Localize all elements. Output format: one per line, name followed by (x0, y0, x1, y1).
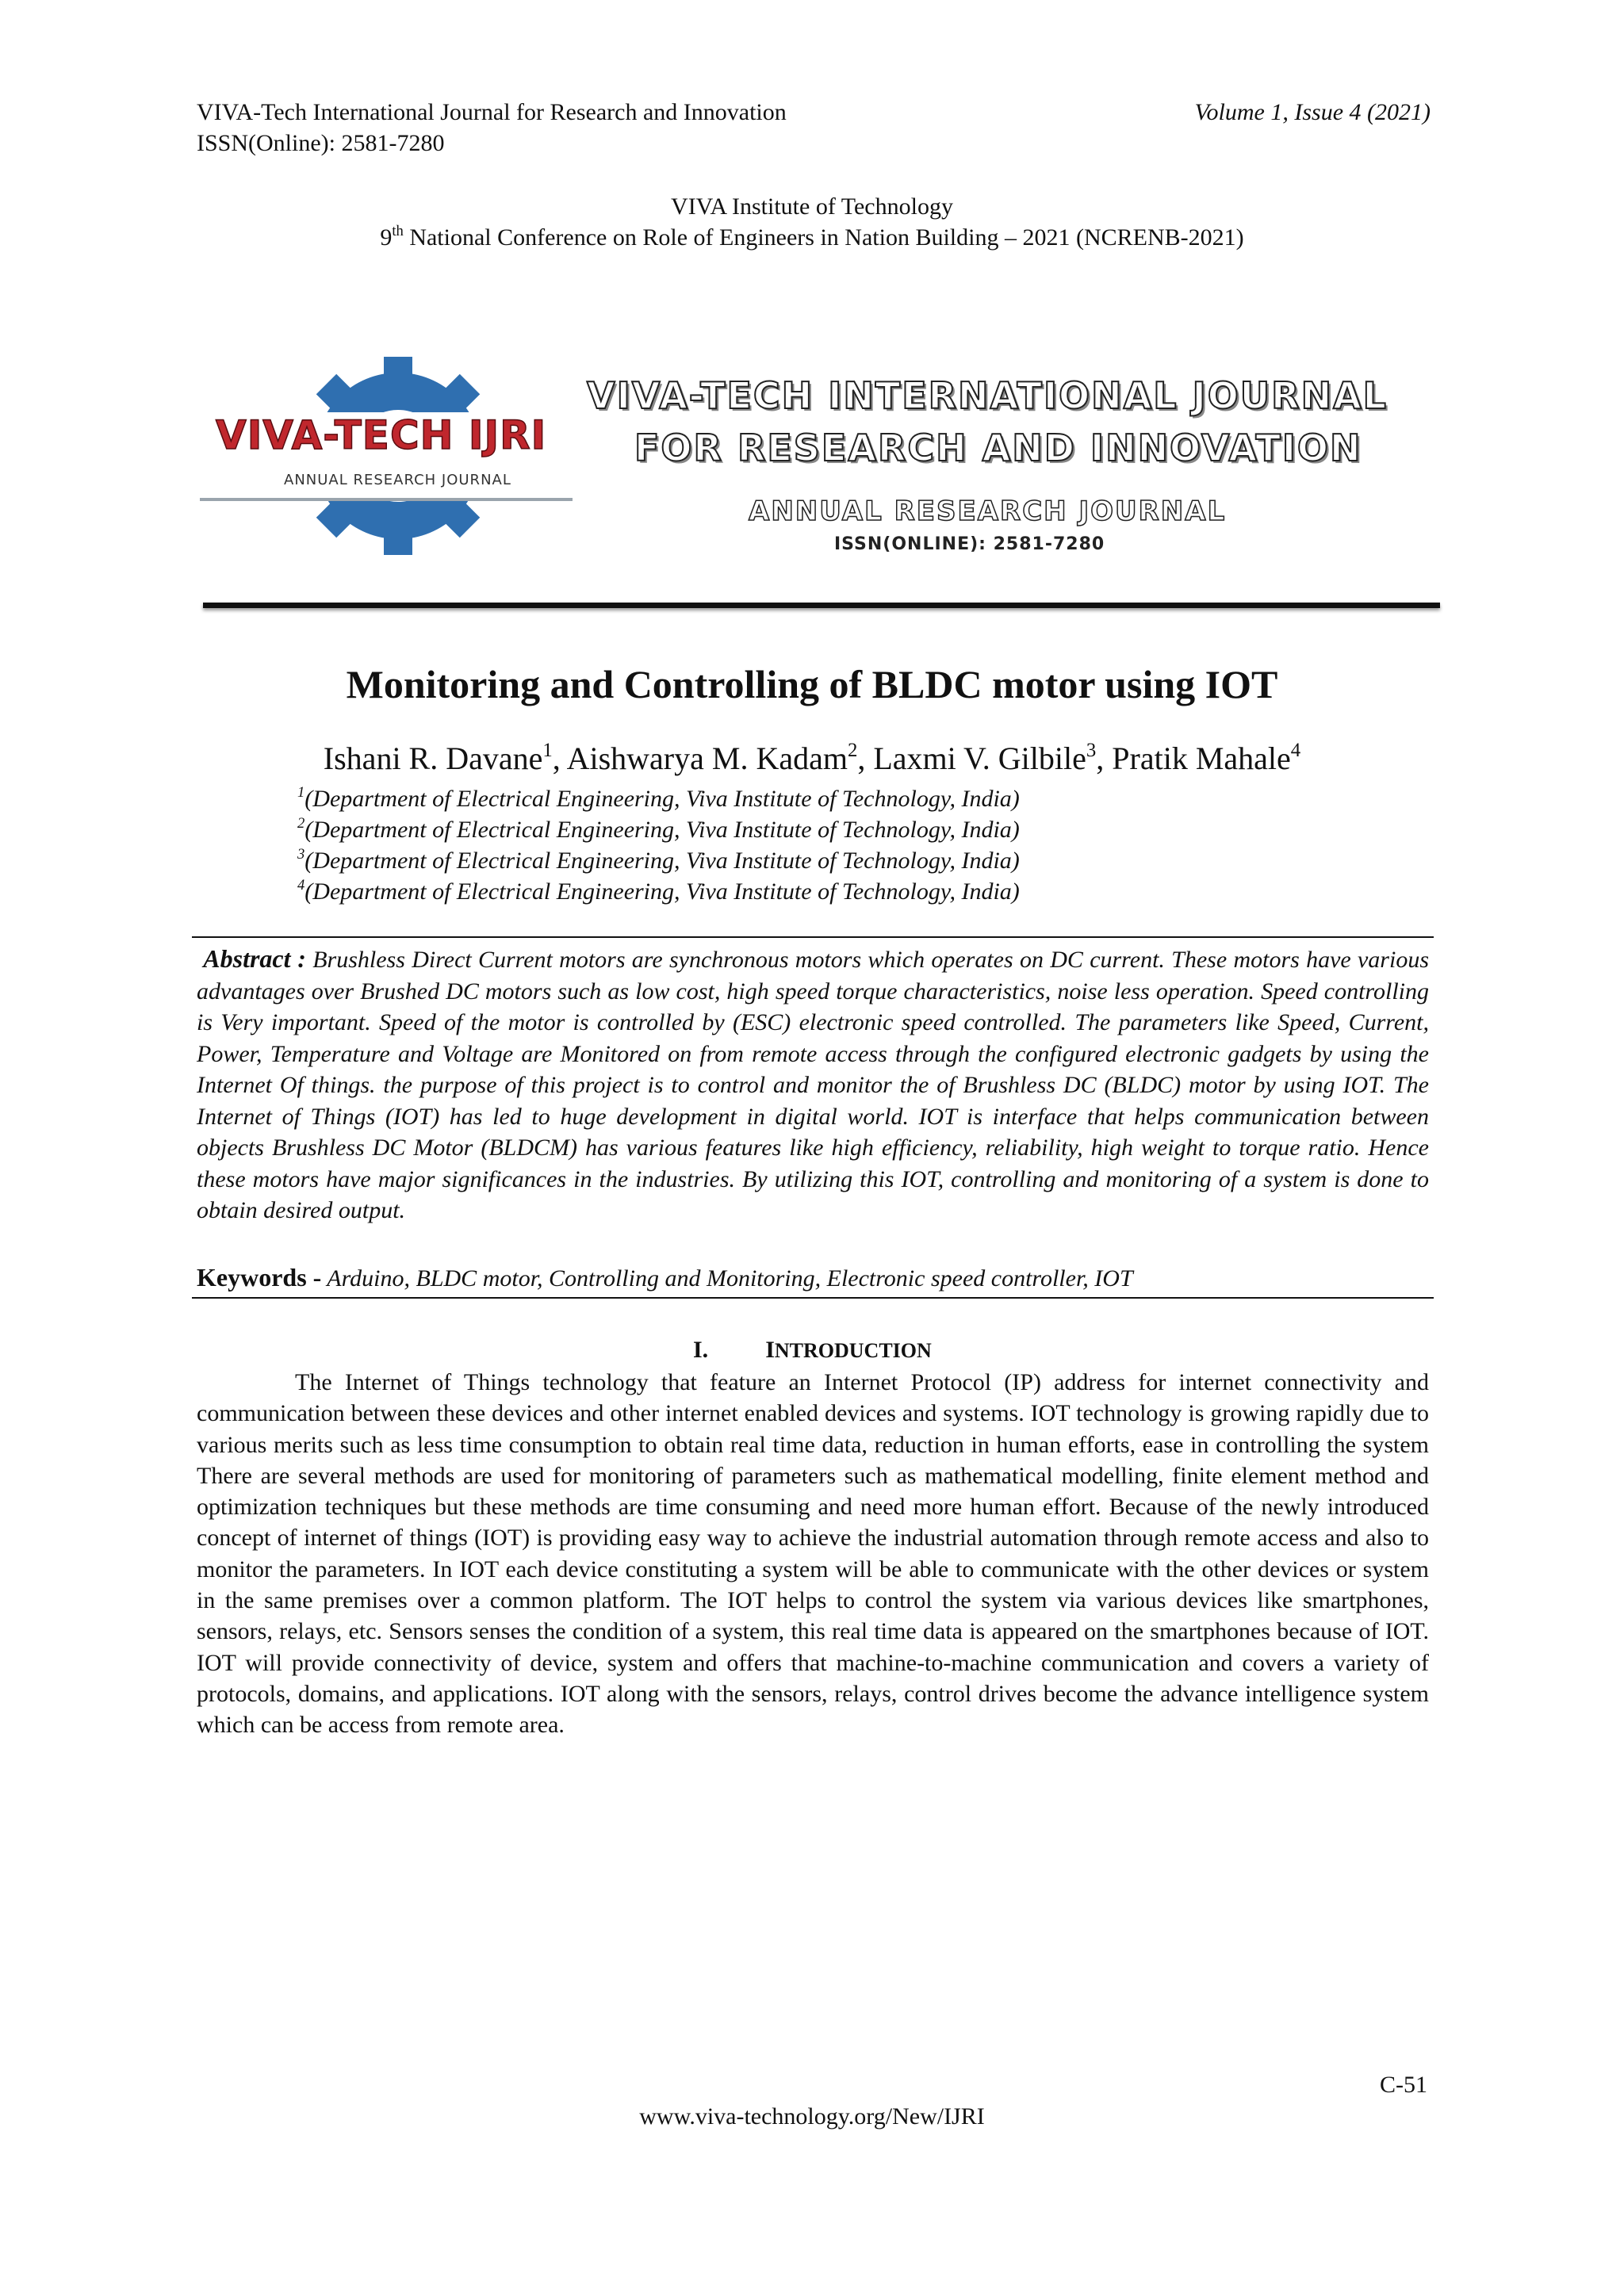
author: Aishwarya M. Kadam$^2$, (566, 740, 874, 776)
footer-url: www.viva-technology.org/New/IJRI (639, 2103, 985, 2130)
affiliation: $^3$(Department of Electrical Engineering, Viva Institute of Technology, India) (297, 846, 1020, 874)
abstract-top-rule (192, 936, 1434, 938)
banner-title-line-1: VIVA-TECH INTERNATIONAL JOURNAL (587, 374, 1388, 417)
paper-title: Monitoring and Controlling of BLDC motor using IOT (346, 662, 1278, 706)
keywords-text: Arduino, BLDC motor, Controlling and Monitoring, Electronic speed controller, IOT (327, 1265, 1133, 1292)
section-title: INTRODUCTION (765, 1337, 932, 1363)
journal-issn: ISSN(Online): 2581-7280 (197, 130, 445, 156)
affiliation: $^4$(Department of Electrical Engineering, Viva Institute of Technology, India) (297, 877, 1020, 905)
page-number: C-51 (1380, 2072, 1427, 2098)
section-heading-introduction (693, 1337, 932, 1364)
conference-name (0, 224, 1624, 252)
abstract-bottom-rule (192, 1297, 1434, 1299)
banner-issn: ISSN(ONLINE): 2581-7280 (834, 534, 1105, 554)
abstract-label: Abstract : (203, 944, 306, 973)
banner-subtitle: ANNUAL RESEARCH JOURNAL (749, 496, 1227, 527)
abstract-text: Brushless Direct Current motors are synchronous motors which operates on DC current. These motors have various advantages over Brushed DC motors such as low cost, high speed torque characteristics, noise less operation. Speed controlling is Very important. Speed of the motor is controlled by (ESC) electronic speed controlled. The parameters like Speed, Current, Power, Temperature and Voltage are Monitored on from remote access through the configured electronic gadgets by using the Internet Of things. the purpose of this project is to control and monitor the of Brushless DC (BLDC) motor by using IOT. The Internet of Things (IOT) has led to huge development in digital world. IOT is interface that helps communication between objects Brushless DC Motor (BLDCM) has various features like high efficiency, reliability, high weight to torque ratio. Hence these motors have major significances in the industries. By utilizing this IOT, controlling and monitoring of a system is done to obtain desired output. (197, 947, 1429, 1223)
banner-title-line-2: FOR RESEARCH AND INNOVATION (634, 427, 1362, 469)
volume-issue: Volume 1, Issue 4 (2021) (1194, 99, 1431, 125)
introduction-body (197, 1367, 1429, 1741)
logo-subtext: ANNUAL RESEARCH JOURNAL (284, 472, 511, 488)
logo-text: VIVA-TECH IJRI (216, 412, 547, 458)
conference-rest: National Conference on Role of Engineers in Nation Building – 2021 (NCRENB-2021) (403, 224, 1244, 251)
author: Pratik Mahale$^4$ (1112, 740, 1301, 776)
journal-name: VIVA-Tech International Journal for Research and Innovation (197, 99, 787, 125)
conference-ordinal-suffix: th (392, 223, 404, 240)
keywords-label: Keywords - (197, 1263, 322, 1292)
section-number: I. (693, 1337, 709, 1363)
banner-divider (203, 603, 1440, 608)
author-list (0, 739, 1624, 779)
affiliation: $^2$(Department of Electrical Engineering, Viva Institute of Technology, India) (297, 815, 1020, 843)
author: Laxmi V. Gilbile$^3$, (873, 740, 1113, 776)
conference-ordinal: 9 (380, 224, 393, 251)
introduction-paragraph: The Internet of Things technology that feature an Internet Protocol (IP) address for internet connectivity and communication between these devices and other internet enabled devices and systems. IOT technology is growing rapidly due to various merits such as less time consumption to obtain real time data, reduction in human efforts, ease in controlling the system There are several methods are used for monitoring of parameters such as mathematical modelling, finite element method and optimization techniques but these methods are time consuming and need more human effort. Because of the newly introduced concept of internet of things (IOT) is providing easy way to achieve the industrial automation through remote access and also to monitor the parameters. In IOT each device constituting a system will be able to communicate with the other devices or system in the same premises over a common platform. The IOT helps to control the system via various devices like smartphones, sensors, relays, etc. Sensors senses the condition of a system, this real time data is appeared on the smartphones because of IOT. IOT will provide connectivity of device, system and offers that machine-to-machine communication and covers a variety of protocols, domains, and applications. IOT along with the sensors, relays, control drives become the advance intelligence system which can be access from remote area. (197, 1369, 1429, 1739)
affiliation-list (297, 783, 1020, 907)
author: Ishani R. Davane$^1$, (323, 740, 567, 776)
abstract (197, 943, 1429, 1226)
keywords (197, 1262, 1429, 1294)
affiliation: $^1$(Department of Electrical Engineering, Viva Institute of Technology, India) (297, 784, 1020, 812)
institute-name: VIVA Institute of Technology (671, 193, 953, 220)
